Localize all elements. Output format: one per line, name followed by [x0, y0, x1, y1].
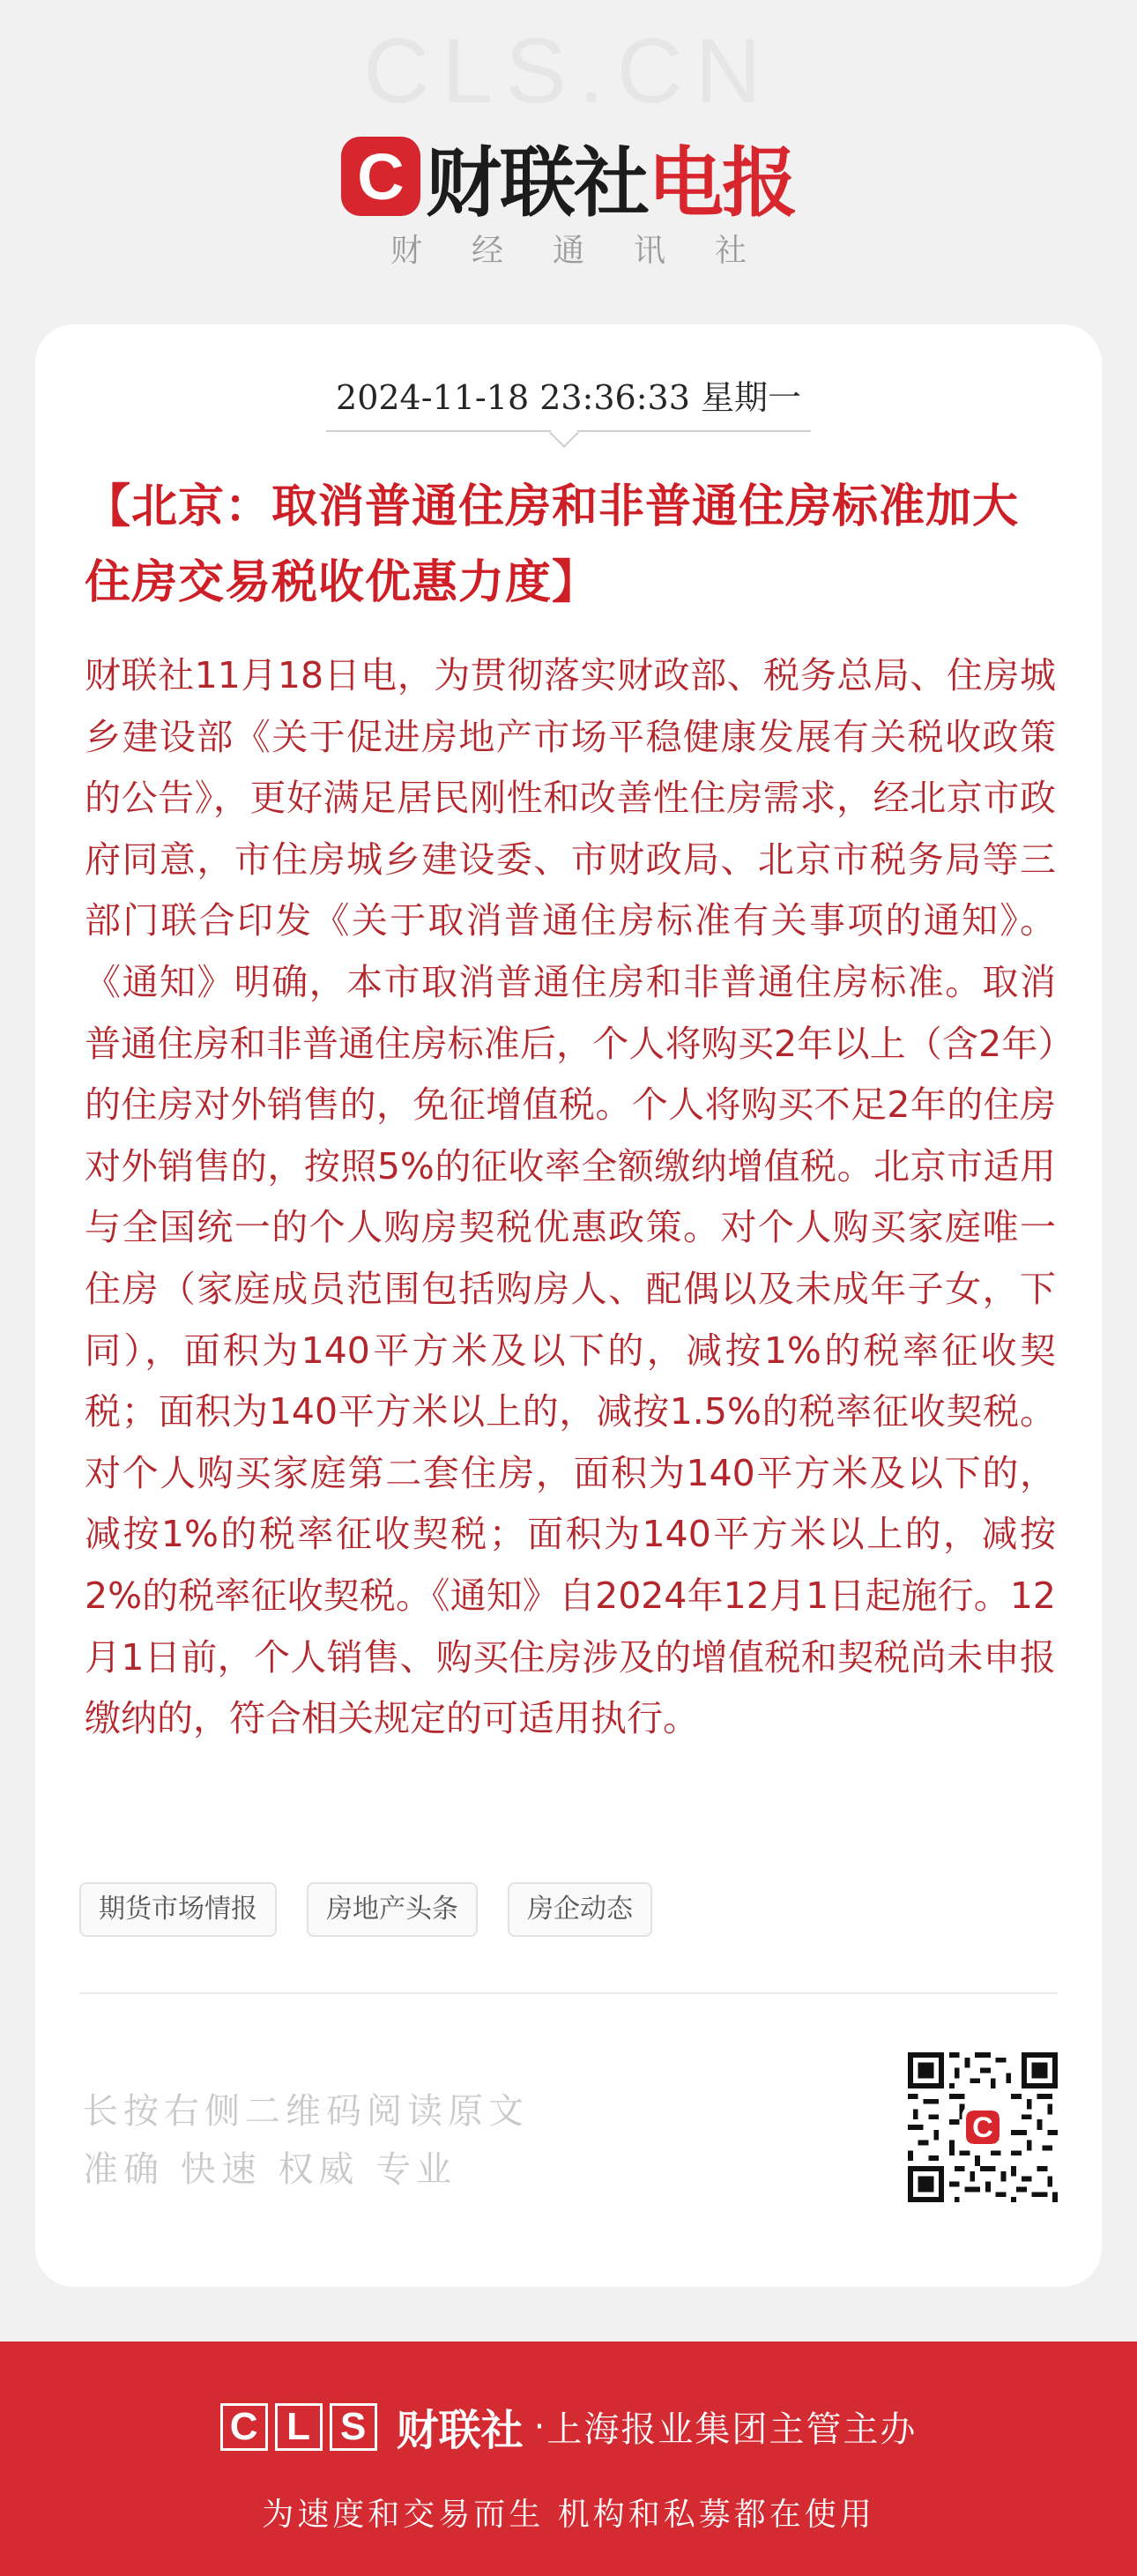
tag-list	[79, 1882, 652, 1937]
tag-real-estate-headlines[interactable]: 房地产头条	[307, 1882, 478, 1937]
footer-organization: 上海报业集团主管主办	[546, 2409, 918, 2450]
date-divider-notch	[549, 418, 579, 448]
brand-logo-row	[0, 122, 1137, 231]
qr-code-icon[interactable]	[908, 2052, 1058, 2202]
article-card	[35, 324, 1102, 2287]
article-title: 【北京：取消普通住房和非普通住房标准加大住房交易税收优惠力度】	[85, 480, 1020, 609]
cls-letter-l: L	[275, 2403, 323, 2451]
brand-tagline: 财经通讯社	[390, 233, 796, 269]
cls-letter-s: S	[330, 2403, 377, 2451]
tag-futures-market[interactable]: 期货市场情报	[79, 1882, 277, 1937]
article-body: 财联社11月18日电，为贯彻落实财政部、税务总局、住房城乡建设部《关于促进房地产市场平稳健康发展有关税收政策的公告》，更好满足居民刚性和改善性住房需求，经北京市政府同意，市住房城乡建设委、市财政局、北京市税务局等三部门联合印发《关于取消普通住房标准有关事项的通知》。《通知》明确，本市取消普通住房和非普通住房标准。取消普通住房和非普通住房标准后，个人将购买2年以上（含2年）的住房对外销售的，免征增值税。个人将购买不足2年的住房对外销售的，按照5%的征收率全额缴纳增值税。北京市适用与全国统一的个人购房契税优惠政策。对个人购买家庭唯一住房（家庭成员范围包括购房人、配偶以及未成年子女，下同），面积为140平方米及以下的，减按1%的税率征收契税；面积为140平方米以上的，减按1.5%的税率征收契税。对个人购买家庭第二套住房，面积为140平方米及以下的，减按1%的税率征收契税；面积为140平方米以上的，减按2%的税率征收契税。《通知》自2024年12月1日起施行。12月1日前，个人销售、购买住房涉及的增值税和契税尚未申报缴纳的，符合相关规定的可适用执行。	[85, 654, 1056, 1740]
footer-separator: ·	[533, 2406, 547, 2447]
card-divider	[79, 1992, 1058, 1994]
footer-brand-name: 财联社	[396, 2406, 524, 2455]
qr-hint-line: 长按右侧二维码阅读原文	[83, 2091, 529, 2132]
publish-datetime: 2024-11-18 23:36:33 星期一	[336, 378, 801, 417]
cls-logo-icon: C	[341, 137, 420, 216]
tag-developer-news[interactable]: 房企动态	[508, 1882, 652, 1937]
cls-letter-c: C	[220, 2403, 268, 2451]
qr-slogan-line: 准确 快速 权威 专业	[83, 2149, 457, 2190]
brand-name: 财联社	[426, 139, 648, 227]
qr-center-logo: C	[972, 2111, 993, 2144]
brand-suffix: 电报	[648, 139, 796, 227]
watermark-text: CLS.CN	[363, 20, 774, 123]
footer-slogan: 为速度和交易而生 机构和私募都在使用	[262, 2497, 875, 2533]
qr-hint	[83, 2082, 529, 2199]
footer-banner	[0, 2341, 1137, 2576]
footer-brand-row	[0, 2396, 1137, 2457]
